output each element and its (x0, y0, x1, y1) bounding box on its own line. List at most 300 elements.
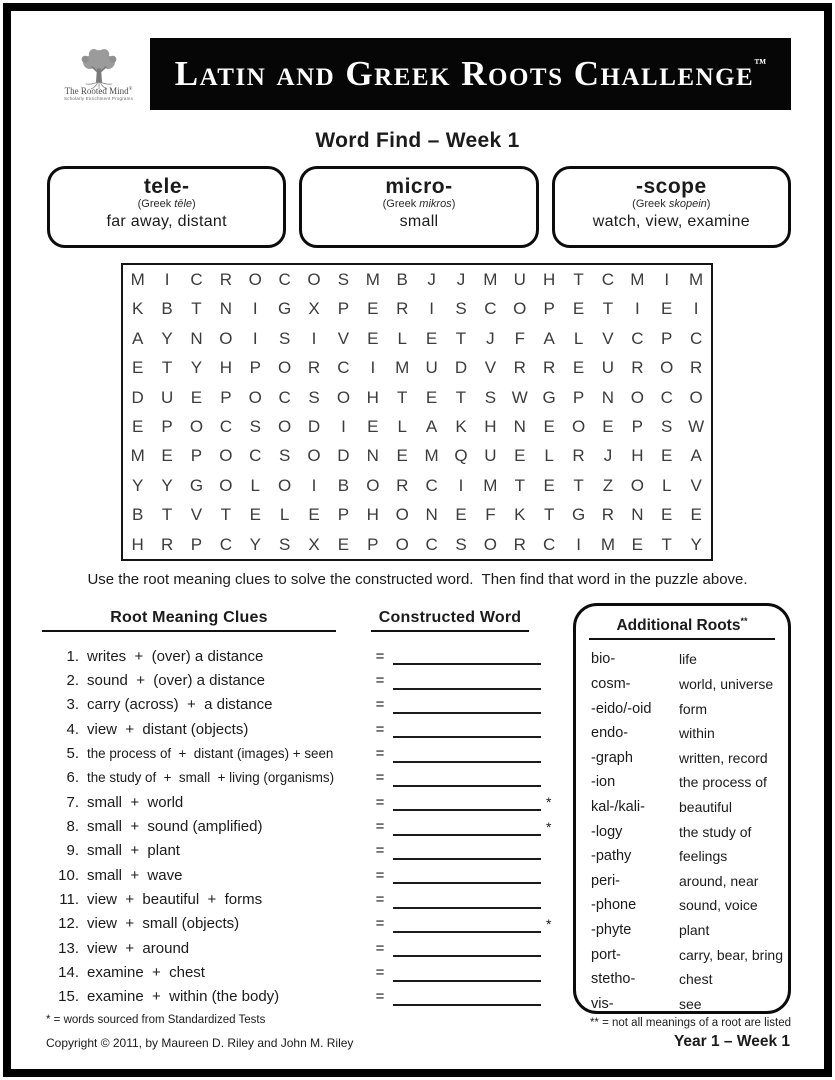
grid-letter: E (249, 505, 261, 525)
clue-number: 3. (66, 696, 79, 714)
grid-letter: O (248, 270, 262, 289)
grid-letter: O (219, 446, 233, 466)
grid-letter: I (252, 328, 258, 348)
grid-letter: T (602, 299, 614, 319)
additional-root-name: endo- (591, 725, 629, 742)
grid-letter: G (189, 475, 204, 495)
clue-text: sound + (over) a distance (87, 672, 266, 690)
grid-letter: E (161, 446, 173, 466)
clue-text: small + world (87, 793, 184, 811)
grid-row (123, 471, 711, 500)
clue-row (47, 814, 567, 838)
grid-letter: Y (690, 534, 702, 554)
constructed-word-blank (393, 793, 541, 811)
registered-mark: ® (128, 87, 133, 92)
grid-letter: M (483, 270, 498, 289)
grid-letter: H (484, 416, 497, 436)
root-meaning: small (399, 213, 439, 230)
additional-root-meaning: carry, bear, bring (679, 946, 784, 963)
clue-number: 12. (58, 915, 79, 933)
clue-row (47, 985, 567, 1009)
grid-letter: N (601, 387, 615, 407)
additional-root-meaning: feelings (679, 848, 728, 865)
clue-row (47, 717, 567, 741)
root-box-scope (552, 166, 791, 248)
grid-letter: I (429, 299, 434, 319)
grid-letter: Q (454, 446, 468, 466)
additional-root-meaning: see (679, 995, 702, 1012)
grid-letter: L (279, 505, 290, 525)
additional-root-meaning: sound, voice (679, 897, 758, 914)
constructed-word-blank (393, 964, 541, 982)
clue-number: 13. (58, 939, 79, 957)
equals-sign: = (375, 793, 385, 811)
grid-letter: R (513, 534, 526, 554)
grid-row (123, 383, 711, 412)
equals-sign: = (375, 745, 385, 763)
clue-number: 10. (58, 866, 79, 884)
constructed-word-blank (393, 915, 541, 933)
grid-letter: M (424, 446, 439, 466)
equals-sign: = (375, 672, 385, 690)
clue-row (47, 839, 567, 863)
grid-letter: P (631, 416, 643, 436)
grid-letter: E (661, 299, 673, 319)
grid-letter: E (367, 416, 379, 436)
additional-roots-header: Additional Roots** (589, 616, 775, 640)
page-title: Word Find – Week 1 (315, 129, 520, 152)
grid-letter: D (307, 416, 321, 436)
additional-root-meaning: the process of (679, 774, 767, 791)
clue-text: view + beautiful + forms (87, 891, 263, 909)
grid-letter: S (249, 416, 261, 436)
grid-letter: C (543, 534, 556, 554)
equals-sign: = (375, 866, 385, 884)
grid-letter: S (278, 328, 291, 348)
grid-letter: N (190, 328, 203, 348)
grid-letter: C (219, 534, 232, 554)
clue-number: 11. (59, 891, 79, 909)
grid-letter: P (661, 328, 673, 348)
grid-letter: P (337, 299, 350, 319)
grid-letter: T (455, 387, 467, 407)
clue-row (47, 644, 567, 668)
double-asterisk-note-mark: ** (740, 616, 748, 626)
grid-letter: M (365, 270, 380, 289)
grid-letter: O (395, 505, 409, 525)
clue-row (47, 936, 567, 960)
grid-letter: C (601, 270, 615, 289)
grid-letter: I (164, 270, 170, 289)
additional-root-row (576, 967, 788, 992)
grid-letter: R (307, 358, 321, 378)
equals-sign: = (375, 891, 385, 909)
grid-letter: N (513, 416, 526, 436)
root-title: -scope (635, 175, 707, 198)
additional-root-meaning: around, near (679, 872, 759, 889)
grid-letter: V (690, 475, 702, 495)
clue-number: 4. (66, 720, 79, 738)
grid-letter: U (160, 387, 174, 407)
grid-letter: F (514, 328, 525, 348)
additional-root-name: -ion (591, 774, 616, 791)
clue-row (47, 790, 567, 814)
grid-letter: S (455, 534, 467, 554)
clue-number: 7. (66, 793, 79, 811)
constructed-word-blank (393, 672, 541, 690)
grid-letter: O (278, 358, 292, 378)
grid-letter: E (132, 416, 144, 436)
additional-root-name: bio- (591, 651, 616, 668)
grid-row (123, 353, 711, 382)
additional-root-row (576, 672, 788, 697)
constructed-word-blank (393, 891, 541, 909)
grid-letter: M (395, 358, 410, 378)
grid-letter: R (219, 270, 232, 289)
grid-letter: O (248, 387, 262, 407)
additional-root-name: -logy (591, 823, 623, 840)
grid-letter: T (543, 505, 555, 525)
grid-row (123, 265, 711, 294)
grid-letter: L (397, 328, 407, 348)
grid-letter: U (601, 358, 615, 378)
clues-column-header: Root Meaning Clues (42, 609, 336, 632)
grid-letter: P (367, 534, 379, 554)
additional-root-name: -phyte (591, 921, 632, 938)
clue-number: 8. (66, 818, 79, 836)
additional-root-name: port- (591, 946, 621, 963)
clue-number: 1. (66, 647, 79, 665)
year-week-label: Year 1 – Week 1 (673, 1033, 790, 1050)
grid-letter: B (161, 299, 173, 319)
grid-letter: N (631, 505, 644, 525)
equals-sign: = (375, 988, 385, 1006)
constructed-word-blank (393, 818, 541, 836)
grid-letter: E (572, 358, 585, 378)
grid-letter: I (311, 328, 317, 348)
grid-letter: H (543, 270, 556, 289)
grid-letter: I (693, 299, 699, 319)
grid-letter: S (455, 299, 467, 319)
grid-letter: R (689, 358, 703, 378)
grid-letter: E (572, 299, 585, 319)
clue-row (47, 741, 567, 765)
grid-letter: E (308, 505, 320, 525)
additional-root-row (576, 991, 788, 1016)
banner-title: Latin and Greek Roots Challenge™ (174, 54, 767, 93)
additional-root-row (576, 844, 788, 869)
grid-letter: G (571, 505, 586, 525)
grid-letter: Y (249, 534, 261, 554)
grid-letter: J (603, 446, 613, 466)
grid-letter: B (396, 270, 408, 289)
grid-letter: P (161, 416, 173, 436)
grid-letter: I (370, 358, 376, 378)
grid-letter: T (161, 505, 173, 525)
grid-letter: K (132, 299, 144, 319)
clue-text: view + around (87, 939, 190, 957)
grid-letter: H (366, 387, 379, 407)
additional-root-row (576, 795, 788, 820)
grid-letter: O (336, 387, 351, 407)
clue-text: small + sound (amplified) (87, 818, 263, 836)
grid-letter: O (307, 446, 321, 466)
grid-letter: E (190, 387, 203, 407)
grid-letter: E (514, 446, 526, 466)
grid-letter: E (602, 416, 614, 436)
grid-letter: O (630, 387, 644, 407)
grid-letter: E (661, 446, 673, 466)
grid-letter: L (661, 475, 672, 495)
constructed-word-blank (393, 720, 541, 738)
grid-row (123, 500, 711, 529)
grid-letter: A (425, 416, 438, 436)
grid-letter: O (219, 328, 233, 348)
root-origin: (Greek skopein) (632, 198, 711, 210)
word-search-grid (121, 263, 713, 561)
clue-text: examine + within (the body) (87, 988, 280, 1006)
grid-letter: T (161, 358, 173, 378)
grid-letter: P (543, 299, 555, 319)
root-box-micro (299, 166, 538, 248)
grid-letter: V (484, 358, 497, 378)
additional-root-meaning: form (679, 700, 707, 717)
root-title: tele- (143, 175, 190, 198)
additional-root-row (576, 869, 788, 894)
clue-number: 5. (66, 745, 79, 763)
grid-letter: O (219, 475, 233, 495)
grid-letter: X (308, 534, 320, 554)
root-definition-boxes (47, 166, 791, 248)
grid-letter: L (544, 446, 554, 466)
clue-text: the study of + small + living (organisms) (87, 770, 335, 786)
additional-root-meaning: life (679, 651, 697, 668)
grid-letter: T (220, 505, 232, 525)
grid-letter: E (425, 328, 438, 348)
root-origin: (Greek tēle) (137, 198, 196, 210)
grid-letter: O (278, 416, 292, 436)
grid-letter: M (630, 270, 645, 289)
clue-text: carry (across) + a distance (87, 696, 273, 714)
grid-letter: A (132, 328, 144, 348)
grid-letter: O (660, 358, 674, 378)
double-star-footnote: ** = not all meanings of a root are listed (589, 1017, 791, 1029)
grid-letter: X (308, 299, 320, 319)
grid-letter: C (631, 328, 644, 348)
grid-letter: U (513, 270, 526, 289)
grid-letter: E (132, 358, 144, 378)
grid-letter: E (337, 534, 350, 554)
grid-letter: V (190, 505, 203, 525)
grid-letter: R (396, 299, 409, 319)
additional-root-name: kal-/kali- (591, 799, 645, 816)
grid-letter: D (131, 387, 144, 407)
grid-letter: W (688, 416, 705, 436)
additional-root-meaning: within (679, 725, 715, 742)
grid-letter: H (219, 358, 232, 378)
grid-letter: I (252, 299, 258, 319)
additional-root-meaning: written, record (679, 749, 768, 766)
constructed-word-blank (393, 696, 541, 714)
equals-sign: = (375, 696, 385, 714)
additional-root-name: stetho- (591, 971, 636, 988)
constructed-word-blank (393, 866, 541, 884)
clue-text: view + small (objects) (87, 915, 240, 933)
clue-row (47, 912, 567, 936)
clue-number: 2. (66, 672, 79, 690)
grid-letter: I (634, 299, 640, 319)
grid-letter: T (514, 475, 525, 495)
additional-root-name: -graph (591, 749, 633, 766)
grid-letter: S (484, 387, 497, 407)
additional-root-row (576, 819, 788, 844)
grid-letter: I (576, 534, 581, 554)
grid-letter: M (689, 270, 704, 289)
grid-letter: E (455, 505, 467, 525)
constructed-word-blank (393, 647, 541, 665)
grid-letter: O (513, 299, 527, 319)
equals-sign: = (375, 842, 385, 860)
additional-root-meaning: beautiful (679, 799, 732, 816)
equals-sign: = (375, 647, 385, 665)
grid-letter: P (220, 387, 232, 407)
grid-letter: I (341, 416, 346, 436)
grid-letter: T (397, 387, 408, 407)
clue-row (47, 863, 567, 887)
grid-letter: O (366, 475, 380, 495)
grid-letter: E (661, 505, 673, 525)
grid-letter: E (396, 446, 408, 466)
constructed-word-column-header: Constructed Word (371, 609, 529, 632)
grid-letter: P (190, 534, 203, 554)
constructed-word-blank (393, 939, 541, 957)
grid-letter: N (219, 299, 232, 319)
grid-letter: O (483, 534, 497, 554)
grid-letter: S (308, 387, 320, 407)
additional-root-meaning: the study of (679, 823, 752, 840)
additional-root-meaning: chest (679, 971, 713, 988)
grid-letter: R (572, 446, 585, 466)
star-footnote: * = words sourced from Standardized Tests (46, 1014, 266, 1026)
grid-letter: E (631, 534, 643, 554)
additional-root-row (576, 770, 788, 795)
grid-letter: E (543, 475, 555, 495)
additional-root-name: peri- (591, 872, 621, 889)
clue-number: 14. (58, 964, 79, 982)
rooted-mind-logo (47, 38, 150, 110)
grid-letter: O (395, 534, 409, 554)
grid-letter: R (396, 475, 409, 495)
root-box-tele (47, 166, 286, 248)
grid-letter: Y (161, 328, 173, 348)
additional-root-row (576, 746, 788, 771)
grid-letter: M (483, 475, 498, 495)
root-meaning: watch, view, examine (592, 213, 750, 230)
clue-text: examine + chest (87, 964, 205, 982)
grid-letter: B (337, 475, 350, 495)
grid-letter: E (367, 328, 379, 348)
grid-row (123, 324, 711, 353)
grid-letter: C (660, 387, 673, 407)
grid-letter: C (689, 328, 703, 348)
additional-root-row (576, 942, 788, 967)
clue-number: 15. (58, 988, 79, 1006)
grid-letter: D (454, 358, 468, 378)
root-title: micro- (385, 175, 453, 198)
instruction-text: Use the root meaning clues to solve the constructed word. Then find that word in the puzzle above. (87, 571, 748, 588)
constructed-word-blank (393, 988, 541, 1006)
additional-root-row (576, 721, 788, 746)
clue-row (47, 693, 567, 717)
grid-letter: R (631, 358, 644, 378)
grid-letter: T (573, 475, 584, 495)
grid-letter: C (425, 475, 438, 495)
clue-asterisk: * (546, 794, 552, 811)
grid-letter: G (542, 387, 556, 407)
grid-row (123, 530, 711, 559)
copyright-notice: Copyright © 2011, by Maureen D. Riley and John M. Riley (46, 1036, 354, 1050)
grid-letter: O (630, 475, 644, 495)
clue-row (47, 887, 567, 911)
grid-letter: L (573, 328, 584, 348)
grid-letter: M (130, 270, 145, 289)
additional-root-name: cosm- (591, 676, 631, 693)
grid-letter: O (689, 387, 703, 407)
grid-letter: R (513, 358, 526, 378)
clues-list (47, 644, 567, 1009)
grid-letter: C (484, 299, 497, 319)
grid-letter: K (455, 416, 467, 436)
clue-text: view + distant (objects) (87, 720, 249, 738)
grid-letter: R (160, 534, 174, 554)
grid-letter: N (425, 505, 438, 525)
grid-letter: C (190, 270, 203, 289)
grid-letter: D (337, 446, 350, 466)
grid-letter: A (543, 328, 555, 348)
grid-letter: T (573, 270, 584, 289)
clue-row (47, 766, 567, 790)
additional-root-row (576, 893, 788, 918)
grid-letter: I (458, 475, 464, 495)
grid-letter: C (249, 446, 262, 466)
header-banner (47, 38, 791, 110)
grid-letter: L (250, 475, 260, 495)
additional-roots-list (576, 647, 788, 1016)
grid-letter: J (486, 328, 495, 348)
additional-root-meaning: plant (679, 921, 710, 938)
grid-letter: V (337, 328, 350, 348)
equals-sign: = (375, 769, 385, 787)
grid-letter: R (601, 505, 615, 525)
grid-letter: M (130, 446, 145, 466)
clue-row (47, 960, 567, 984)
grid-row (123, 294, 711, 323)
grid-letter: O (189, 416, 204, 436)
grid-letter: E (367, 299, 379, 319)
grid-letter: G (278, 299, 292, 319)
grid-letter: F (485, 505, 496, 525)
logo-tagline: Scholarly Enrichment Programs (63, 96, 134, 101)
grid-letter: C (219, 416, 232, 436)
additional-root-name: -eido/-oid (591, 700, 652, 717)
grid-row (123, 412, 711, 441)
grid-letter: A (690, 446, 702, 466)
grid-letter: M (600, 534, 616, 554)
grid-letter: U (484, 446, 497, 466)
root-origin: (Greek mikros) (382, 198, 456, 210)
additional-root-name: vis- (591, 995, 614, 1012)
grid-letter: Z (602, 475, 614, 495)
